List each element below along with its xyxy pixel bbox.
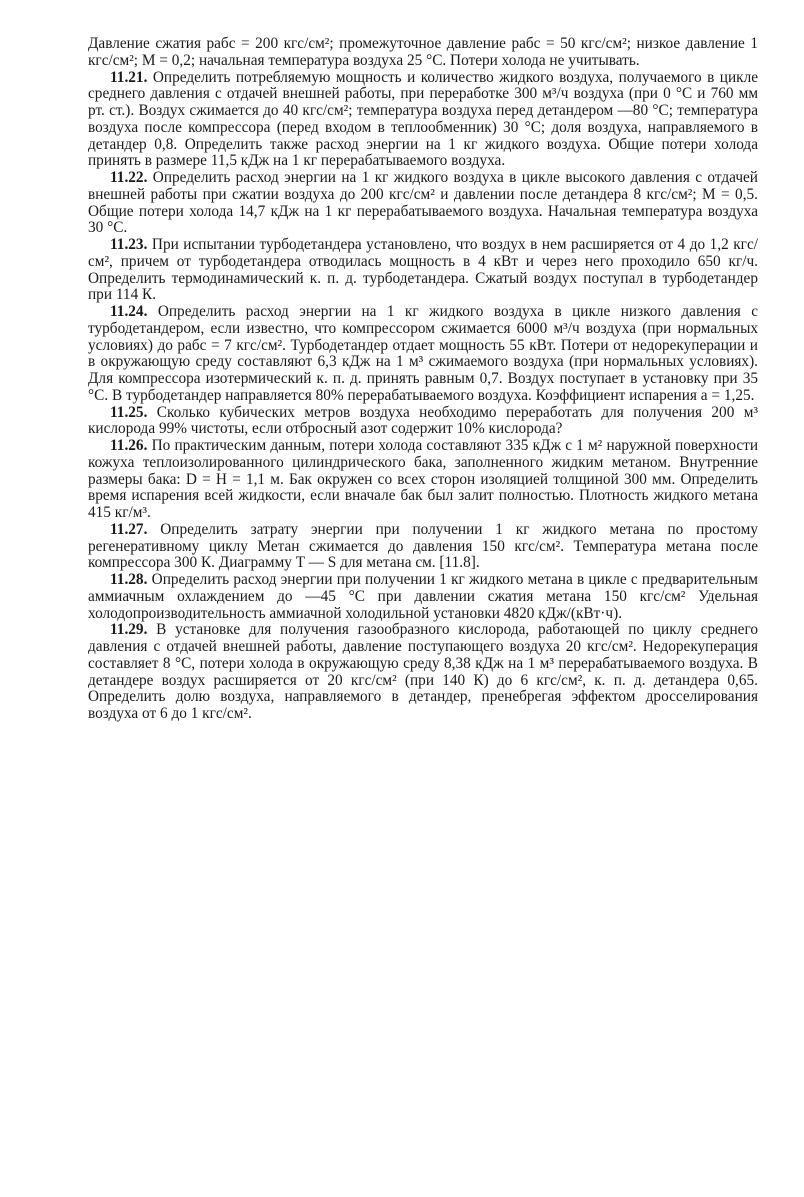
problem-11-24 [88, 304, 758, 405]
problem-text: Определить расход энергии при получении 1 кг жидкого метана в цикле с предварительным аммиачным охлаждением до —45 °C при давлении сжатия метана 150 кгс/см² Удельная холодопроизводительность аммиачной холодильной установки 4820 кДж/(кВт·ч). [88, 571, 758, 622]
problem-number: 11.21. [110, 68, 148, 86]
paragraph-text: Давление сжатия pабс = 200 кгс/см²; промежуточное давление pабс = 50 кгс/см²; низкое давление 1 кгс/см²; M = 0,2; начальная температура воздуха 25 °C. Потери холода не учитывать. [88, 35, 758, 69]
paragraph-continuation [88, 36, 758, 70]
problem-11-23 [88, 237, 758, 304]
problem-11-28 [88, 572, 758, 622]
problem-number: 11.29. [110, 621, 148, 639]
problem-text: Определить затрату энергии при получении 1 кг жидкого метана по простому регенеративному циклу Метан сжимается до давления 150 кгс/см². Температура метана после компрессора 300 К. Диаграмму T — S для метана см. [11.8]. [88, 520, 758, 572]
problem-11-27 [88, 522, 758, 572]
problem-text: При испытании турбодетандера установлено, что воздух в нем расширяется от 4 до 1,2 кгс/см², причем от турбодетандера отводилась мощность в 4 кВт и через него проходило 650 кг/ч. Определить термодинамический к. п. д. турбодетандера. Сжатый воздух поступал в турбодетандер при 114 К. [88, 236, 758, 304]
problem-text: Определить потребляемую мощность и количество жидкого воздуха, получаемого в цикле среднего давления с отдачей внешней работы, при переработке 300 м³/ч воздуха (при 0 °C и 760 мм рт. ст.). Воздух сжимается до 40 кгс/см²; температура воздуха перед детандером —80 °C; температура воздуха после компрессора (перед входом в теплообменник) 30 °C; доля воздуха, направляемого в детандер 0,8. Определить также расход энергии на 1 кг жидкого воздуха. Общие потери холода принять в размере 11,5 кДж на 1 кг перерабатываемого воздуха. [88, 68, 758, 170]
problem-11-22 [88, 170, 758, 237]
problem-number: 11.25. [110, 403, 148, 421]
problem-11-21 [88, 70, 758, 171]
problem-number: 11.26. [110, 437, 148, 454]
problem-text: В установке для получения газообразного кислорода, работающей по циклу среднего давления с отдачей внешней работы, давление поступающего воздуха 20 кгс/см². Недорекуперация составляет 8 °C, потери холода в окружающую среду 8,38 кДж на 1 м³ перерабатываемого воздуха. В детандере воздух расширяется от 20 кгс/см² (при 140 К) до 6 кгс/см², к. п. д. детандера 0,65. Определить долю воздуха, направляемого в детандер, пренебрегая эффектом дросселирования воздуха от 6 до 1 кгс/см². [88, 621, 758, 722]
page-text [88, 36, 758, 723]
problem-11-29 [88, 622, 758, 723]
problem-number: 11.24. [110, 303, 148, 320]
problem-text: Сколько кубических метров воздуха необходимо переработать для получения 200 м³ кислорода 99% чистоты, если отбросный азот содержит 10% кислорода? [88, 403, 758, 438]
problem-number: 11.27. [110, 520, 148, 538]
problem-11-26 [88, 438, 758, 522]
problem-number: 11.28. [110, 571, 148, 588]
problem-number: 11.23. [110, 236, 148, 253]
problem-number: 11.22. [110, 169, 148, 186]
problem-text: По практическим данным, потери холода составляют 335 кДж с 1 м² наружной поверхности кожуха теплоизолированного цилиндрического бака, заполненного жидким метаном. Внутренние размеры бака: D = H = 1,1 м. Бак окружен со всех сторон изоляцией толщиной 300 мм. Определить время испарения всей жидкости, если вначале бак был залит полностью. Плотность жидкого метана 415 кг/м³. [88, 437, 759, 521]
problem-text: Определить расход энергии на 1 кг жидкого воздуха в цикле высокого давления с отдачей внешней работы при сжатии воздуха до 200 кгс/см² и давлении после детандера 8 кгс/см²; M = 0,5. Общие потери холода 14,7 кДж на 1 кг перерабатываемого воздуха. Начальная температура воздуха 30 °C. [88, 169, 758, 237]
problem-11-25 [88, 405, 758, 439]
problem-text: Определить расход энергии на 1 кг жидкого воздуха в цикле низкого давления с турбодетандером, если известно, что компрессором сжимается 6000 м³/ч воздуха (при нормальных условиях) до pабс = 7 кгс/см². Турбодетандер отдает мощность 55 кВт. Потери от недорекуперации и в окружающую среду составляют 6,3 кДж на 1 м³ сжимаемого воздуха (при нормальных условиях). Для компрессора изотермический к. п. д. принять равным 0,7. Воздух поступает в установку при 35 °C. В турбодетандер направляется 80% перерабатываемого воздуха. Коэффициент испарения a = 1,25. [88, 303, 759, 404]
